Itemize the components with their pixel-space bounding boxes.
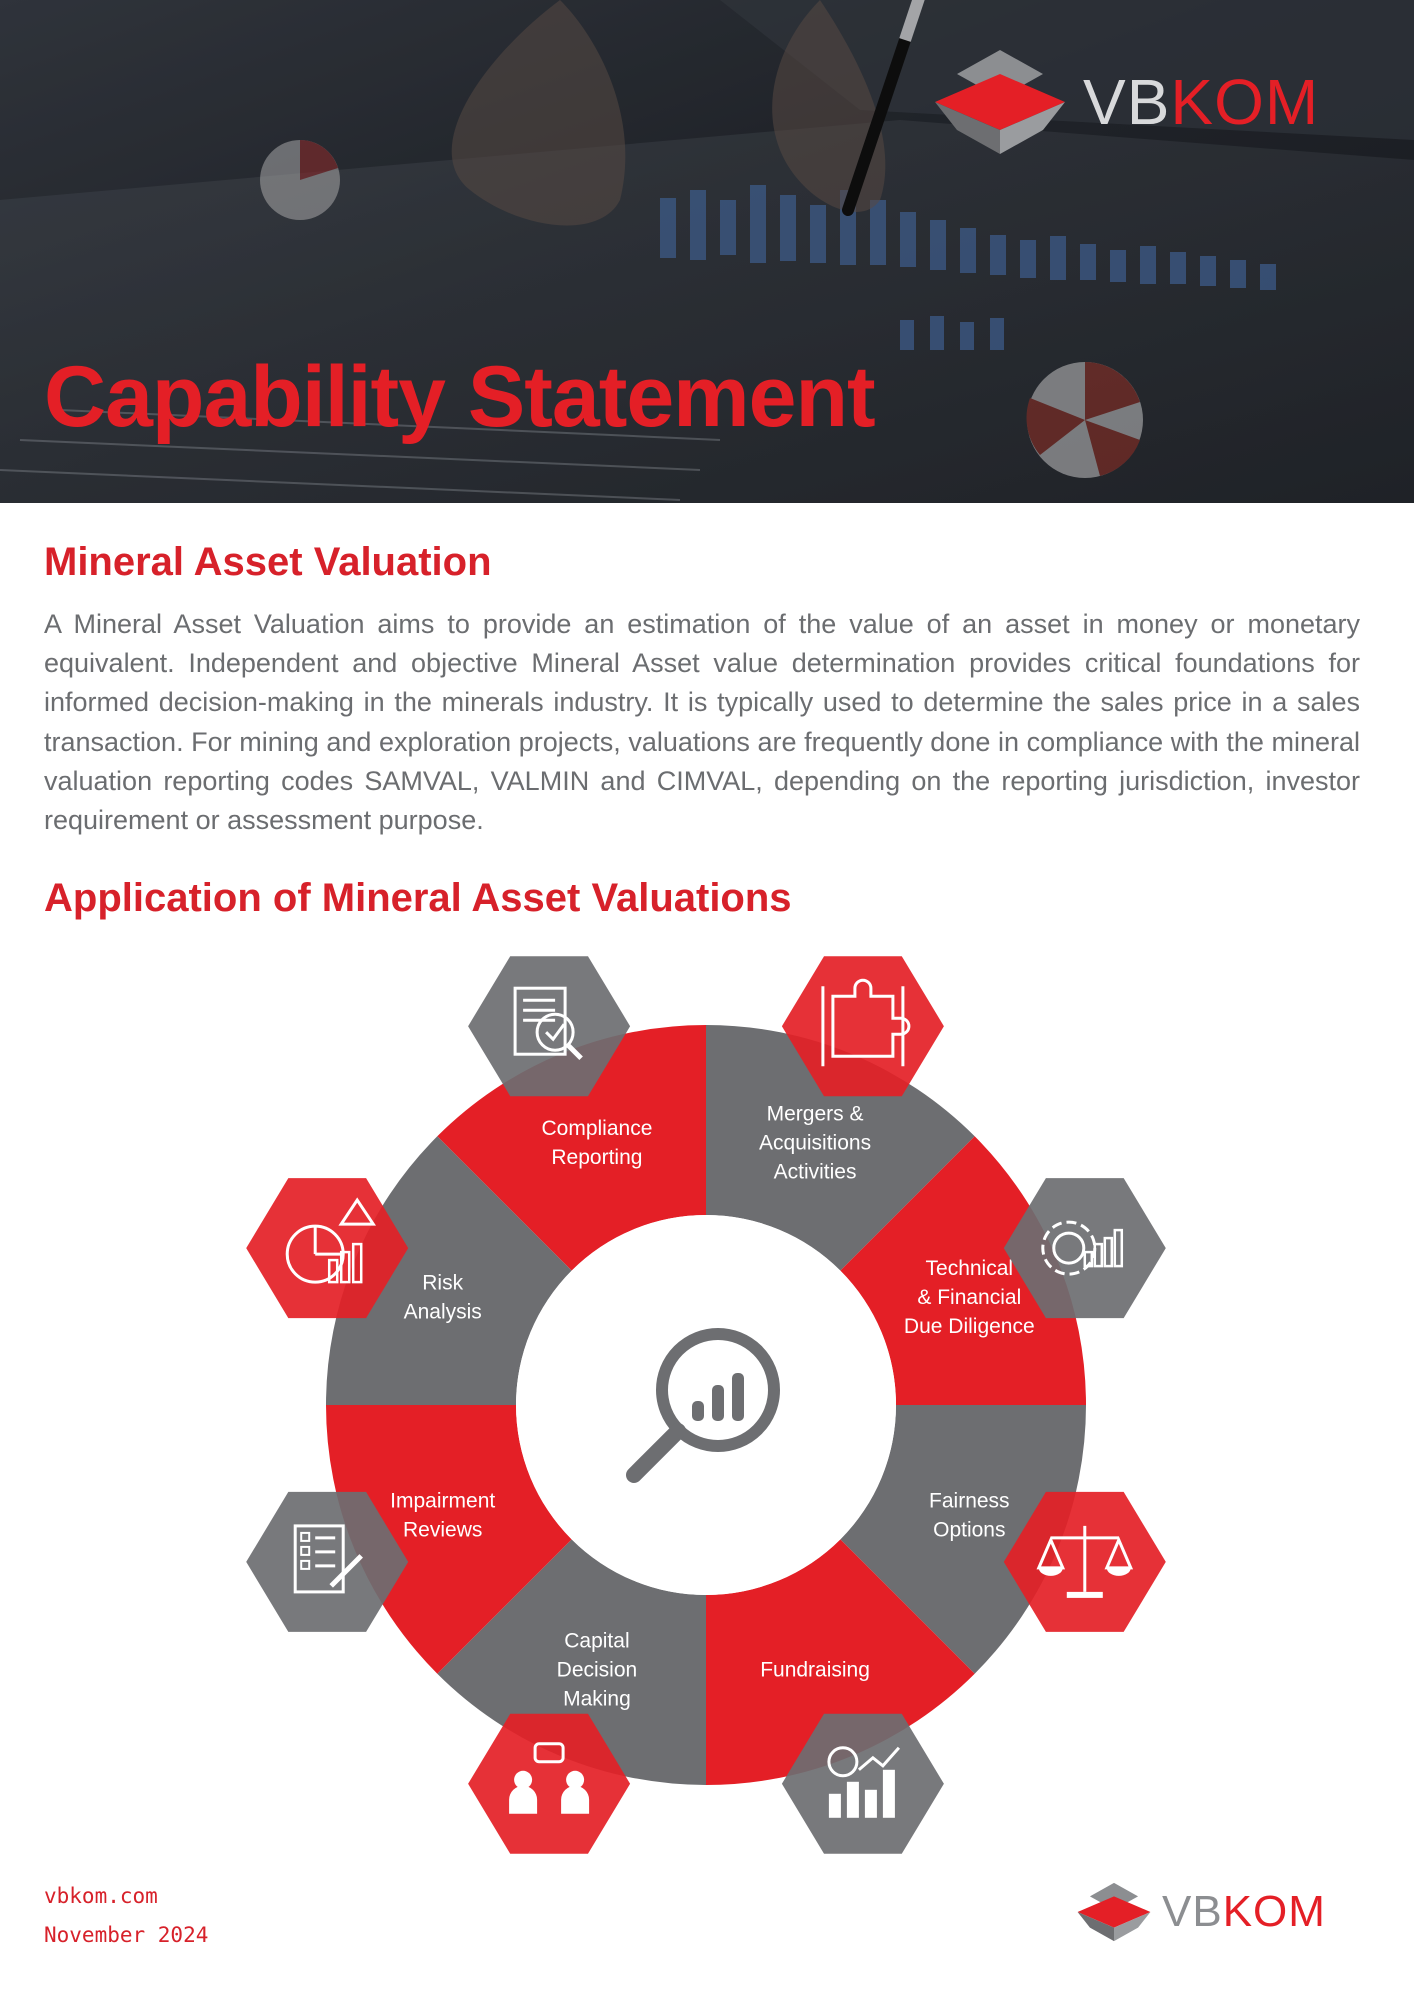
- segment-label-8-line-1: Risk: [422, 1271, 464, 1295]
- segment-label-8-line-2: Analysis: [403, 1300, 482, 1324]
- segment-label-6-line-3: Making: [563, 1687, 631, 1711]
- segment-label-2-line-2: Acquisitions: [759, 1131, 872, 1155]
- footer-date: November 2024: [44, 1923, 209, 1947]
- segment-label-4-line-1: Fairness: [929, 1489, 1010, 1513]
- segment-label-6-line-2: Decision: [556, 1658, 638, 1682]
- segment-label-1-line-1: Compliance: [541, 1117, 653, 1141]
- segment-label-2-line-3: Activities: [773, 1160, 857, 1184]
- logo-text-kom: KOM: [1170, 66, 1320, 138]
- section-heading-applications: Application of Mineral Asset Valuations: [44, 876, 792, 920]
- vbkom-logo-mark-icon: [925, 48, 1075, 156]
- logo-text-vb: VB: [1083, 66, 1171, 138]
- segment-label-1-line-2: Reporting: [551, 1146, 643, 1170]
- section-heading-valuation: Mineral Asset Valuation: [44, 540, 492, 584]
- applications-wheel: [0, 930, 1414, 1880]
- segment-label-7-line-2: Reviews: [403, 1518, 483, 1542]
- footer-logo-text-kom: KOM: [1222, 1887, 1326, 1936]
- vbkom-logo: [925, 48, 1319, 156]
- segment-label-2-line-1: Mergers &: [766, 1102, 864, 1126]
- segment-label-3-line-2: & Financial: [917, 1285, 1022, 1309]
- footer-logo: [1072, 1880, 1326, 1944]
- segment-label-7-line-1: Impairment: [390, 1489, 496, 1513]
- segment-label-3-line-1: Technical: [925, 1256, 1014, 1280]
- intro-paragraph: A Mineral Asset Valuation aims to provide an estimation of the value of an asset in money or monetary equivalent. Independent and objective Mineral Asset value determination provides critical foundations for informed decision-making in the minerals industry. It is typically used to determine the sales price in a sales transaction. For mining and exploration projects, valuations are frequently done in compliance with the mineral valuation reporting codes SAMVAL, VALMIN and CIMVAL, depending on the reporting jurisdiction, investor requirement or assessment purpose.: [44, 609, 1360, 836]
- segment-label-4-line-2: Options: [933, 1518, 1006, 1542]
- footer-logo-text-vb: VB: [1162, 1887, 1223, 1936]
- segment-label-5-line-1: Fundraising: [760, 1658, 870, 1682]
- page-title: Capability Statement: [44, 349, 875, 445]
- segment-label-6-line-1: Capital: [564, 1629, 630, 1653]
- footer-website[interactable]: vbkom.com: [44, 1884, 158, 1908]
- hero-banner: [0, 0, 1414, 503]
- segment-label-3-line-3: Due Diligence: [903, 1314, 1035, 1338]
- footer-logo-mark-icon: [1072, 1880, 1156, 1944]
- wheel-center: [516, 1215, 896, 1595]
